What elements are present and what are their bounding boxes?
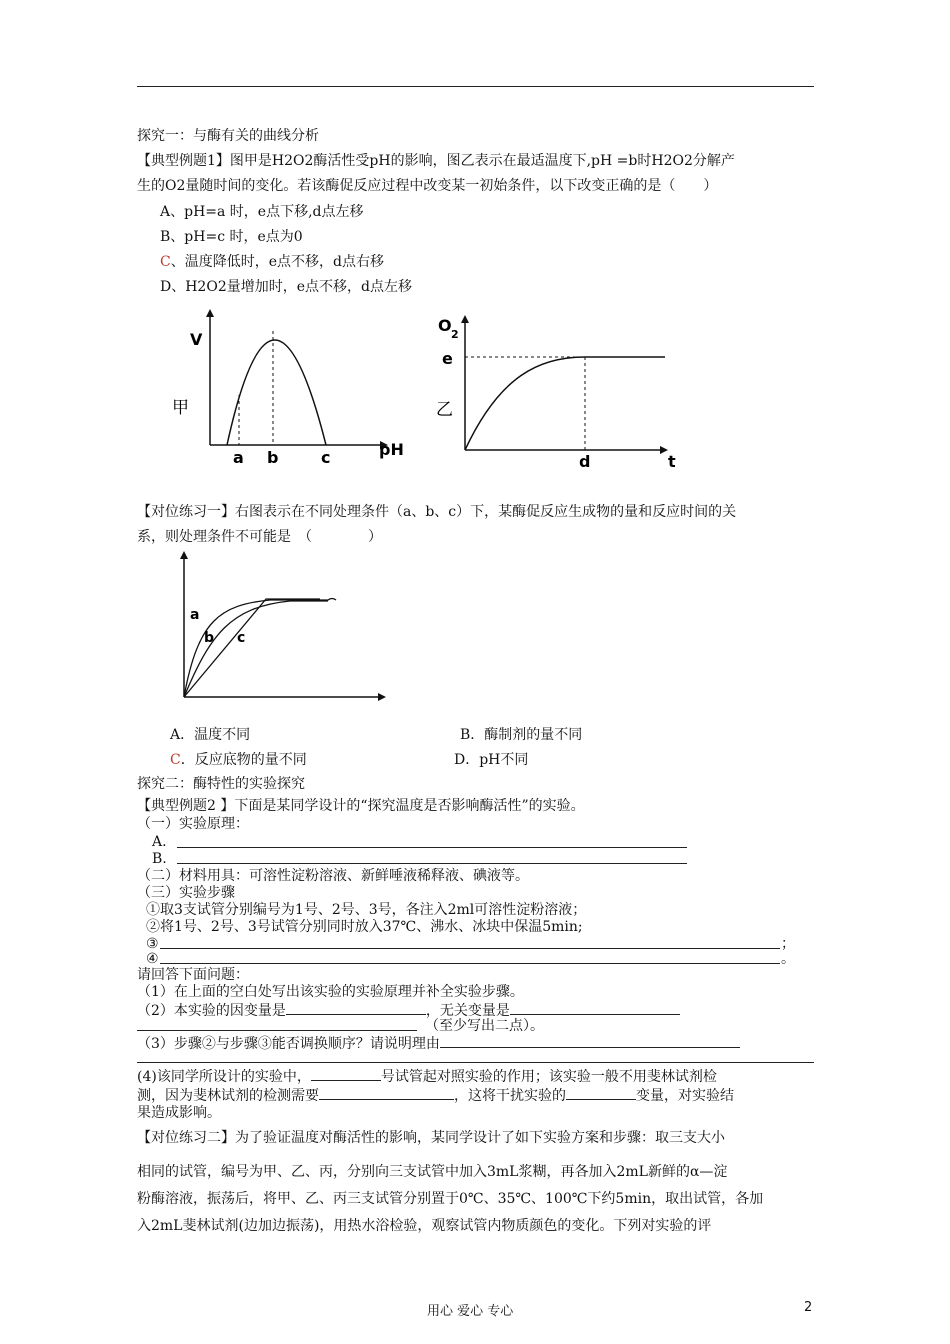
example2-label: 【典型例题2 】 bbox=[137, 798, 235, 814]
graph-practice1-label-c: c bbox=[237, 630, 246, 646]
practice1-label: 【对位练习一】 bbox=[137, 504, 235, 520]
graph-yi-y-label: O bbox=[438, 316, 452, 335]
question-4-c: 测，因为斐林试剂的检测需要 bbox=[137, 1088, 319, 1104]
question-4-line2 bbox=[137, 1085, 734, 1105]
graph-jia-y-arrow bbox=[206, 309, 214, 317]
question-4-blank-2[interactable] bbox=[319, 1085, 454, 1100]
example1-text1: 图甲是H2O2酶活性受pH的影响，图乙表示在最适温度下,pH =b时H2O2分解产 bbox=[229, 153, 735, 169]
question-4-blank-1[interactable] bbox=[311, 1066, 381, 1081]
graph-yi-x-arrow bbox=[660, 446, 668, 454]
step-4-blank[interactable] bbox=[160, 963, 780, 964]
graph-yi-e-label: e bbox=[442, 349, 453, 368]
footer-motto: 用心 爱心 专心 bbox=[427, 1304, 514, 1319]
step-4-end: 。 bbox=[781, 951, 795, 967]
step-3-blank[interactable] bbox=[160, 948, 780, 949]
graph-practice1-curve-a bbox=[184, 599, 336, 698]
practice1-option-a: A．温度不同 bbox=[170, 727, 251, 743]
graph-jia-curve bbox=[227, 340, 326, 445]
principle-a-blank[interactable] bbox=[177, 847, 687, 848]
graph-practice1-curve-c bbox=[184, 599, 320, 697]
question-2-blank-2[interactable] bbox=[510, 1000, 680, 1015]
graph-yi-name: 乙 bbox=[436, 400, 453, 420]
step-3-end: ； bbox=[781, 936, 795, 952]
practice2-text1: 为了验证温度对酶活性的影响，某同学设计了如下实验方案和步骤：取三支大小 bbox=[235, 1130, 725, 1146]
practice1-option-c bbox=[170, 751, 307, 769]
practice1-option-c-letter: C bbox=[170, 752, 181, 768]
option-b: B、pH=c 时，e点为0 bbox=[160, 229, 303, 245]
principle-heading: （一）实验原理： bbox=[137, 816, 249, 832]
question-2-blank-1[interactable] bbox=[286, 1000, 426, 1015]
practice1-text1: 右图表示在不同处理条件（a、b、c）下，某酶促反应生成物的量和反应时间的关 bbox=[235, 504, 737, 520]
practice2-label: 【对位练习二】 bbox=[137, 1130, 235, 1146]
materials: （二）材料用具：可溶性淀粉溶液、新鲜唾液稀释液、碘液等。 bbox=[137, 868, 529, 884]
example1-line1 bbox=[137, 152, 735, 170]
question-2-irrelevant: ，无关变量是 bbox=[425, 1003, 510, 1019]
question-3 bbox=[137, 1033, 740, 1053]
question-4-a: (4)该同学所设计的实验中， bbox=[137, 1069, 311, 1085]
header-rule bbox=[137, 86, 814, 87]
question-3-blank[interactable] bbox=[440, 1033, 740, 1048]
question-4-b: 号试管起对照实验的作用；该实验一般不用斐林试剂检 bbox=[380, 1069, 717, 1085]
step-1: ①取3支试管分别编号为1号、2号、3号，各注入2ml可溶性淀粉溶液； bbox=[146, 902, 587, 918]
section1-title: 探究一：与酶有关的曲线分析 bbox=[137, 128, 319, 144]
graph-jia-tick-a: a bbox=[233, 448, 244, 467]
question-4-blank-3[interactable] bbox=[566, 1085, 636, 1100]
graph-yi bbox=[430, 305, 690, 475]
option-c bbox=[160, 253, 384, 271]
graph-yi-y-arrow bbox=[461, 315, 469, 323]
graph-jia-y-label: V bbox=[190, 330, 203, 349]
question-4-d: ，这将干扰实验的 bbox=[454, 1088, 566, 1104]
graph-jia bbox=[160, 305, 420, 475]
question-1: （1）在上面的空白处写出该实验的实验原理并补全实验步骤。 bbox=[137, 984, 524, 1000]
question-4-line1 bbox=[137, 1066, 717, 1086]
practice1-option-d: D．pH不同 bbox=[454, 752, 529, 768]
graph-practice1-x-arrow bbox=[378, 693, 386, 701]
graph-yi-curve bbox=[465, 357, 665, 450]
question-4-line3: 果造成影响。 bbox=[137, 1105, 221, 1121]
principle-b: B. bbox=[152, 851, 167, 867]
practice1-option-c-text: ．反应底物的量不同 bbox=[180, 752, 307, 768]
graph-practice1 bbox=[170, 545, 400, 710]
graph-jia-x-label: pH bbox=[379, 440, 404, 459]
example2-text: 下面是某同学设计的“探究温度是否影响酶活性”的实验。 bbox=[234, 798, 585, 814]
page-number: 2 bbox=[804, 1300, 813, 1315]
question-4-e: 变量，对实验结 bbox=[636, 1088, 734, 1104]
option-a: A、pH=a 时，e点下移,d点左移 bbox=[160, 204, 364, 220]
question-2-blank-3[interactable] bbox=[137, 1030, 417, 1031]
question-2 bbox=[137, 1000, 680, 1020]
graph-yi-y-sub: 2 bbox=[451, 328, 459, 341]
step-4-label: ④ bbox=[146, 951, 159, 967]
steps-heading: （三）实验步骤 bbox=[137, 885, 235, 901]
step-3-label: ③ bbox=[146, 936, 159, 952]
practice1-option-b: B．酶制剂的量不同 bbox=[460, 727, 583, 743]
section2-title: 探究二：酶特性的实验探究 bbox=[137, 776, 305, 792]
graph-jia-tick-b: b bbox=[267, 448, 279, 467]
example1-line2: 生的O2量随时间的变化。若该酶促反应过程中改变某一初始条件，以下改变正确的是（ ） bbox=[137, 178, 718, 194]
practice1-line2: 系，则处理条件不可能是 （ ） bbox=[137, 529, 382, 545]
graph-yi-d-label: d bbox=[579, 452, 591, 471]
practice2-line1 bbox=[137, 1129, 725, 1147]
graph-practice1-y-arrow bbox=[180, 551, 188, 559]
practice1-line1 bbox=[137, 503, 736, 521]
practice2-line4: 入2mL斐林试剂(边加边振荡)，用热水浴检验，观察试管内物质颜色的变化。下列对实验的评 bbox=[137, 1218, 712, 1234]
graph-practice1-label-a: a bbox=[190, 607, 200, 623]
question-2-dependent: （2）本实验的因变量是 bbox=[137, 1003, 286, 1019]
step-2: ②将1号、2号、3号试管分别同时放入37℃、沸水、冰块中保温5min; bbox=[146, 919, 583, 935]
principle-b-blank[interactable] bbox=[177, 863, 687, 864]
graph-practice1-label-b: b bbox=[204, 630, 215, 646]
option-c-letter: C bbox=[160, 254, 171, 270]
graph-jia-name: 甲 bbox=[172, 398, 189, 418]
question-3-text: （3）步骤②与步骤③能否调换顺序？请说明理由 bbox=[137, 1036, 440, 1052]
graph-jia-tick-c: c bbox=[321, 448, 331, 467]
questions-heading: 请回答下面问题： bbox=[137, 967, 249, 983]
graph-practice1-curve-b bbox=[184, 601, 328, 697]
practice2-line2: 相同的试管，编号为甲、乙、丙，分别向三支试管中加入3mL浆糊，再各加入2mL新鲜的α—淀 bbox=[137, 1164, 728, 1180]
practice2-line3: 粉酶溶液，振荡后，将甲、乙、丙三支试管分别置于0℃、35℃、100℃下约5min，取出试管，各加 bbox=[137, 1191, 764, 1207]
question-2-note: （至少写出二点）。 bbox=[425, 1018, 544, 1034]
option-c-text: 、温度降低时，e点不移，d点右移 bbox=[170, 254, 384, 270]
example2-line bbox=[137, 797, 585, 815]
question-3-blank-2[interactable] bbox=[137, 1062, 814, 1063]
example1-label: 【典型例题1】 bbox=[137, 153, 230, 169]
principle-a: A. bbox=[152, 834, 167, 850]
graph-yi-x-label: t bbox=[668, 452, 676, 471]
option-d: D、H2O2量增加时，e点不移，d点左移 bbox=[160, 279, 412, 295]
